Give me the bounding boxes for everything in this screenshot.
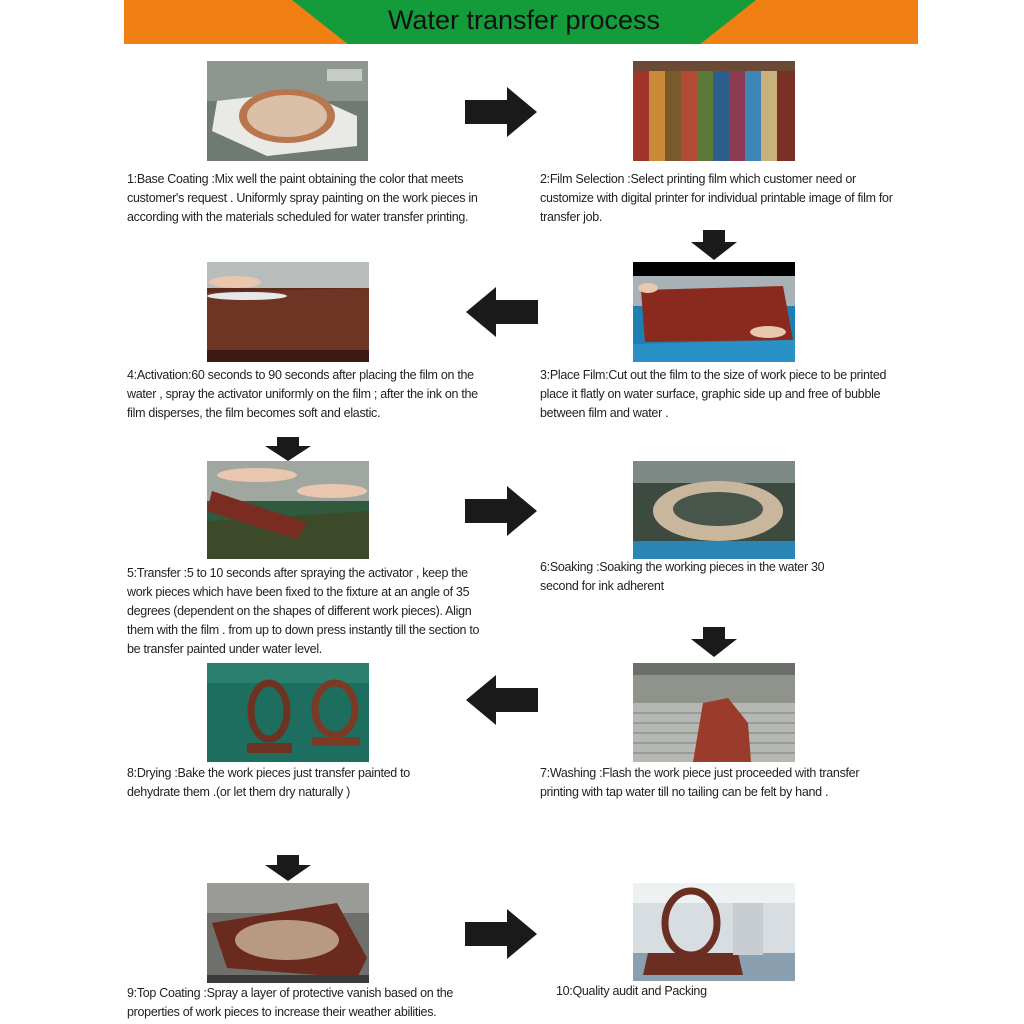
arrow-down-icon: [265, 437, 311, 461]
step-9-caption: 9:Top Coating :Spray a layer of protective vanish based on the properties of work pieces to increase their weather abilities.: [127, 986, 454, 1019]
arrow-down-icon: [691, 627, 737, 657]
step-4-photo: [207, 262, 369, 362]
arrow-right-icon: [465, 87, 537, 137]
step-4-caption: 4:Activation:60 seconds to 90 seconds after placing the film on the water , spray the activator uniformly on the film ; after the ink on the film disperses, the film becomes soft and elastic.: [127, 368, 478, 420]
step-3-caption: 3:Place Film:Cut out the film to the size of work piece to be printed place it flatly on water surface, graphic side up and free of bubble between film and water .: [540, 368, 887, 420]
step-5-caption: 5:Transfer :5 to 10 seconds after spraying the activator , keep the work pieces which have been fixed to the fixture at an angle of 35 degrees (dependent on the shapes of different work pieces). Align them with the film . from up to down press instantly till the section to be transfer painted under water level.: [127, 566, 480, 656]
step-7-caption: 7:Washing :Flash the work piece just proceeded with transfer printing with tap water till no tailing can be felt by hand .: [540, 766, 860, 799]
step-3-photo: [633, 262, 795, 362]
step-6-photo: [633, 461, 795, 559]
arrow-left-icon: [466, 675, 538, 725]
step-8-photo: [207, 663, 369, 762]
step-6-caption: 6:Soaking :Soaking the working pieces in the water 30 second for ink adherent: [540, 560, 825, 593]
step-7-photo: [633, 663, 795, 762]
step-5-photo: [207, 461, 369, 559]
arrow-left-icon: [466, 287, 538, 337]
step-9-photo: [207, 883, 369, 983]
arrow-right-icon: [465, 909, 537, 959]
arrow-down-icon: [265, 855, 311, 881]
page-title: Water transfer process: [387, 5, 661, 35]
step-10-photo: [633, 883, 795, 981]
step-2-caption: 2:Film Selection :Select printing film which customer need or customize with digital printer for individual printable image of film for transfer job.: [540, 172, 893, 224]
step-1-photo: [207, 61, 368, 161]
step-10-caption: 10:Quality audit and Packing: [556, 984, 707, 998]
arrow-right-icon: [465, 486, 537, 536]
arrow-down-icon: [691, 230, 737, 260]
step-1-caption: 1:Base Coating :Mix well the paint obtaining the color that meets customer's request . Uniformly spray painting on the work pieces in according with the materials scheduled for water transfer printing.: [127, 172, 478, 224]
step-8-caption: 8:Drying :Bake the work pieces just transfer painted to dehydrate them .(or let them dry naturally ): [127, 766, 410, 799]
step-2-photo: [633, 61, 795, 161]
